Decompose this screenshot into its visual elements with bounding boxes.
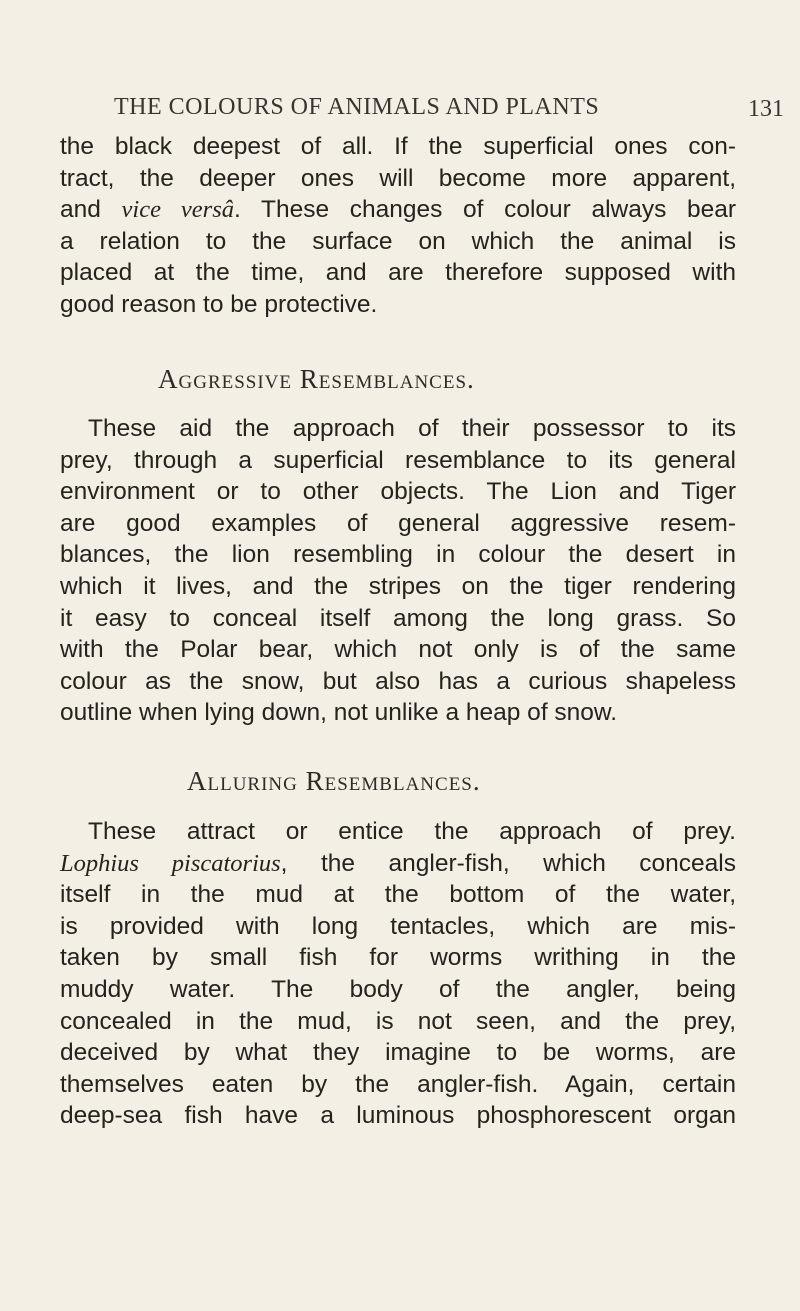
text-line: concealed in the mud, is not seen, and the prey, [60, 1007, 736, 1035]
text-line: it easy to conceal itself among the long grass. So [60, 604, 736, 632]
italic-species-name: Lophius piscatorius [60, 849, 281, 877]
text-line [60, 848, 736, 880]
text-line [60, 194, 736, 226]
text-line: with the Polar bear, which not only is of the same [60, 636, 736, 664]
text-fragment: , the angler-fish, which conceals [280, 849, 736, 877]
text-line: good reason to be protective. [60, 290, 378, 318]
text-fragment: and [60, 196, 122, 224]
paragraph-continuation [60, 131, 736, 321]
page-number: 131 [748, 96, 784, 122]
text-line: placed at the time, and are therefore supposed with [60, 259, 736, 287]
text-line: are good examples of general aggressive resem- [60, 509, 736, 537]
text-line: colour as the snow, but also has a curious shapeless [60, 667, 736, 695]
section-heading-aggressive [158, 364, 800, 395]
text-line: which it lives, and the stripes on the tiger rendering [60, 572, 736, 600]
text-line: outline when lying down, not unlike a heap of snow. [60, 699, 618, 727]
paragraph-alluring [60, 816, 736, 1132]
text-line: deep-sea fish have a luminous phosphorescent organ [60, 1102, 736, 1130]
text-line: is provided with long tentacles, which are mis- [60, 912, 736, 940]
heading-text: Alluring Resemblances. [187, 766, 481, 796]
section-heading-alluring [187, 766, 800, 797]
paragraph-aggressive [60, 413, 736, 729]
text-line: prey, through a superficial resemblance to its general [60, 446, 736, 474]
text-line: the black deepest of all. If the superficial ones con- [60, 133, 736, 160]
text-line: taken by small fish for worms writhing in the [60, 944, 736, 972]
text-line: environment or to other objects. The Lion and Tiger [60, 478, 736, 506]
text-line: tract, the deeper ones will become more apparent, [60, 164, 736, 192]
text-line: itself in the mud at the bottom of the water, [60, 881, 736, 909]
text-line: blances, the lion resembling in colour the desert in [60, 541, 736, 569]
text-line: deceived by what they imagine to be worms, are [60, 1039, 736, 1067]
running-title: THE COLOURS OF ANIMALS AND PLANTS [114, 94, 600, 120]
heading-text: Aggressive Resemblances. [158, 364, 475, 394]
text-line: These attract or entice the approach of prey. [88, 818, 736, 845]
text-line: themselves eaten by the angler-fish. Again, certain [60, 1070, 736, 1098]
text-line: These aid the approach of their possessor to its [88, 415, 736, 442]
text-fragment: . These changes of colour always bear [234, 196, 737, 224]
text-line: muddy water. The body of the angler, being [60, 975, 736, 1003]
italic-phrase: vice versâ [121, 196, 234, 224]
text-line: a relation to the surface on which the animal is [60, 227, 736, 255]
